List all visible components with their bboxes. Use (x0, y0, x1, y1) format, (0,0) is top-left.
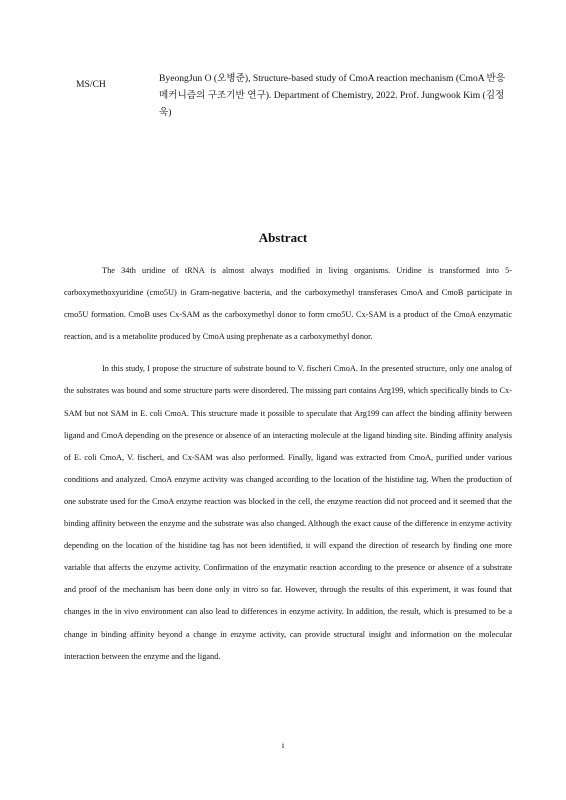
abstract-title: Abstract (258, 230, 308, 245)
abstract-paragraph-1: The 34th uridine of tRNA is almost always modified in living organisms. Uridine is transformed into 5-carboxymethoxyuridine (cmo5U) in Gram-negative bacteria, and the carboxymethyl transferases CmoA and CmoB participate in cmo5U formation. CmoB uses Cx-SAM as the carboxymethyl donor to form cmo5U. Cx-SAM is a product of the CmoA enzymatic reaction, and is a metabolite produced by CmoA using prephenate as a carboxymethyl donor. (64, 266, 512, 342)
abstract-paragraph-2: In this study, I propose the structure of substrate bound to V. fischeri CmoA. In the presented structure, only one analog of the substrates was bound and some structure parts were disordered. The missing part contains Arg199, which specifically binds to Cx-SAM but not SAM in E. coli CmoA. This structure made it possible to speculate that Arg199 can affect the binding affinity between ligand and CmoA depending on the presence or absence of an interacting molecule at the ligand binding site. Binding affinity analysis of E. coli CmoA, V. fischeri, and Cx-SAM was also performed. Finally, ligand was extracted from CmoA, purified under various conditions and analyzed. CmoA enzyme activity was changed according to the location of the histidine tag. When the production of one substrate used for the CmoA enzyme reaction was blocked in the cell, the enzyme reaction did not proceed and it seemed that the binding affinity between the enzyme and the substrate was also changed. Although the exact cause of the difference in enzyme activity depending on the location of the histidine tag has not been identified, it will expand the direction of research by finding one more variable that affects the enzyme activity. Confirmation of the enzymatic reaction according to the presence or absence of a substrate and proof of the mechanism has been done only in vitro so far. However, through the results of this experiment, it was found that changes in the in vivo environment can also lead to differences in enzyme activity. In addition, the result, which is presumed to be a change in binding affinity beyond a change in enzyme activity, can provide structural insight and information on the molecular interaction between the enzyme and the ligand. (64, 364, 512, 661)
thesis-header (76, 70, 506, 121)
department-code: MS/CH (76, 79, 106, 90)
abstract-body (64, 260, 512, 678)
page-number: i (281, 740, 285, 750)
thesis-citation: ByeongJun O (오병준), Structure-based study of CmoA reaction mechanism (CmoA 반응 메커니즘의 구조기반 연구). Department of Chemistry, 2022. Prof. Jungwook Kim (김정욱) (159, 73, 506, 118)
